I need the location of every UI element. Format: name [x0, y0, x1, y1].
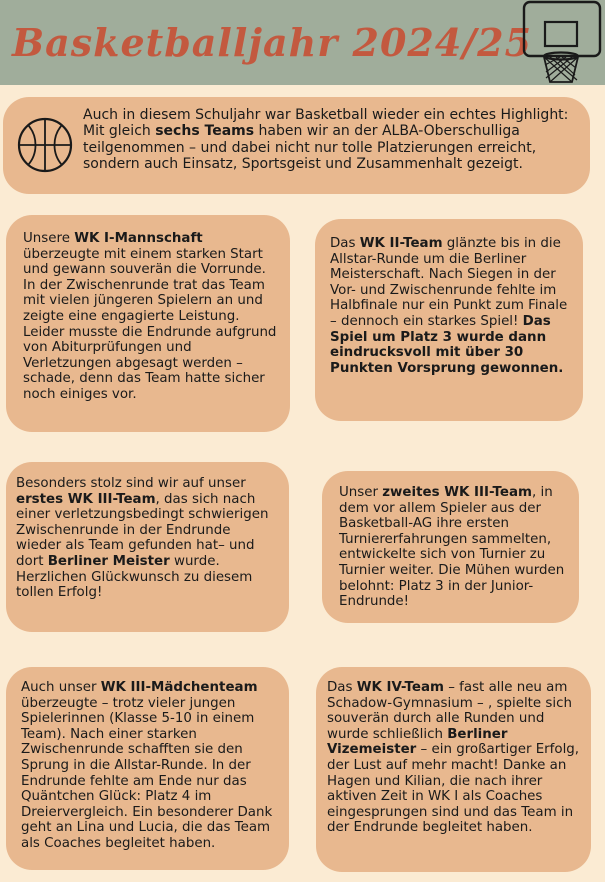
wk4-text-part: – ein großartiger Erfolg, der Lust auf mehr macht! Danke an Hagen und Kilian, die nach ihrer aktiven Zeit in WK I als Coaches eingesprungen sind und das Team in der Endrunde begleitet haben.: [327, 742, 580, 836]
wk4-text-part: Das: [327, 680, 357, 695]
wk2-text-part: glänzte bis in die Allstar-Runde um die Berliner Meisterschaft. Nach Siegen in der Vor- und Zwischenrunde fehlte im Halbfinale nur ein Punkt zum Finale – dennoch ein starkes Spiel!: [330, 236, 568, 329]
intro-highlight: sechs Teams: [155, 123, 255, 140]
wk4-highlight: Berliner Vizemeister: [327, 726, 508, 758]
wk3b-text: [339, 485, 569, 610]
wk4-text-part: – fast alle neu am Schadow-Gymnasium – , spielte sich souverän durch alle Runden und wurde schließlich: [327, 680, 572, 742]
wk1-text-part: Unsere: [23, 231, 75, 246]
basketball-icon: [16, 116, 74, 174]
wk1-team-name: WK I-Mannschaft: [74, 231, 203, 246]
wk3m-team-name: WK III-Mädchenteam: [100, 680, 258, 695]
header-banner: [0, 0, 605, 85]
card-wk1-team: [6, 215, 290, 432]
basketball-hoop-icon: [520, 0, 604, 85]
wk3b-text-part: Unser: [339, 485, 383, 500]
wk4-text: [327, 680, 581, 836]
card-wk3-girls-team: [6, 667, 289, 870]
wk1-text: [23, 231, 278, 403]
card-wk3-first-team: [6, 462, 289, 632]
wk3a-text: [16, 476, 279, 601]
wk3b-team-name: zweites WK III-Team: [382, 485, 532, 500]
wk3a-text-part: Besonders stolz sind wir auf unser: [16, 476, 246, 491]
wk1-text-part: überzeugte mit einem starken Start und gewann souverän die Vorrunde. In der Zwischenrunde trat das Team mit vielen jüngeren Spielern an und zeigte eine engagierte Leistung. Leider musste die Endrunde aufgrund von Abiturprüfungen und Verletzungen abgesagt werden – schade, denn das Team hatte sicher noch einiges vor.: [23, 246, 277, 402]
wk3a-text-part: , das sich nach einer verletzungsbedingt schwierigen Zwischenrunde in der Endrunde wieder als Team gefunden hat– und dort: [16, 491, 269, 569]
card-wk2-team: [315, 219, 583, 421]
wk3a-highlight: Berliner Meister: [47, 553, 170, 569]
wk2-text: [330, 236, 571, 376]
card-wk3-second-team: [322, 471, 579, 623]
intro-text: [83, 107, 576, 173]
intro-card: [3, 97, 590, 194]
wk3b-text-part: , in dem vor allem Spieler aus der Basketball-AG ihre ersten Turniererfahrungen sammelten, entwickelte sich von Turnier zu Turnier weiter. Die Mühen wurden belohnt: Platz 3 in der Junior-Endrunde!: [339, 485, 565, 610]
wk3a-text-part: wurde. Herzlichen Glückwunsch zu diesem tollen Erfolg!: [16, 553, 253, 601]
card-wk4-team: [316, 667, 591, 872]
intro-text-part: Auch in diesem Schuljahr war Basketball wieder ein echtes Highlight: Mit gleich: [83, 107, 569, 140]
wk4-team-name: WK IV-Team: [356, 680, 444, 695]
wk3m-text-part: überzeugte – trotz vieler jungen Spielerinnen (Klasse 5-10 in einem Team). Nach einer starken Zwischenrunde schafften sie den Sprung in die Allstar-Runde. In der Endrunde fehlte am Ende nur das Quäntchen Glück: Platz 4 im Dreiervergleich. Ein besonderer Dank geht an Lina und Lucia, die das Team als Coaches begleitet haben.: [21, 695, 273, 851]
wk2-highlight: Das Spiel um Platz 3 wurde dann eindrucksvoll mit über 30 Punkten Vorsprung gewonnen.: [330, 313, 564, 376]
intro-text-part: haben wir an der ALBA-Oberschulliga teilgenommen – und dabei nicht nur tolle Platzierungen erreicht, sondern auch Einsatz, Sportsgeist und Zusammenhalt gezeigt.: [83, 123, 537, 173]
page-title: Basketballjahr 2024/25: [12, 20, 533, 65]
wk3a-team-name: erstes WK III-Team: [16, 491, 156, 507]
wk3m-text-part: Auch unser: [21, 680, 101, 695]
wk2-text-part: Das: [330, 236, 360, 251]
wk3m-text: [21, 680, 279, 852]
wk2-team-name: WK II-Team: [359, 236, 443, 251]
